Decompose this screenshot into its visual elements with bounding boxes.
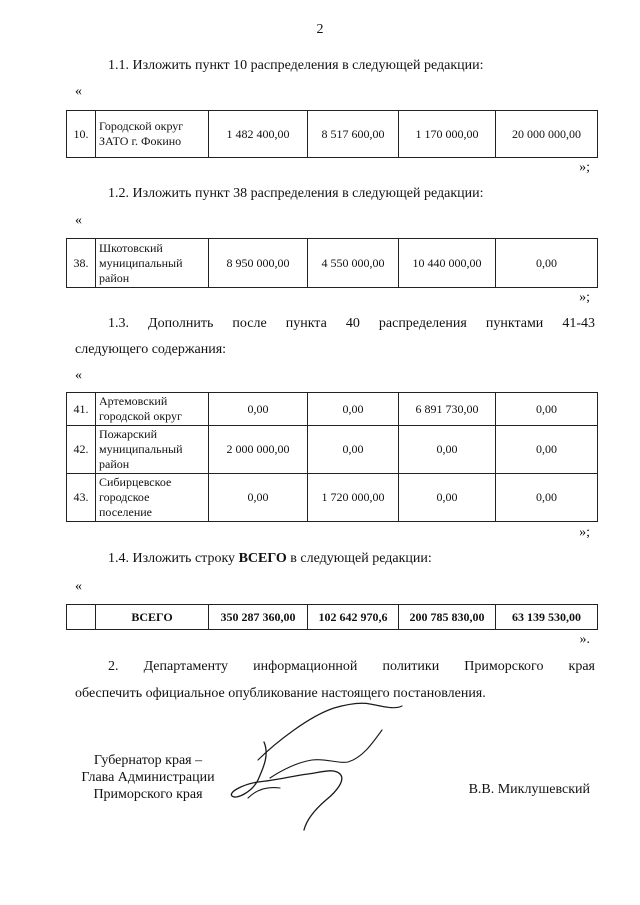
open-quote: « (75, 84, 82, 99)
table-row (67, 474, 598, 522)
row-number: 41. (67, 393, 96, 426)
paragraph-2-line-2: обеспечить официальное опубликование настоящего постановления. (75, 686, 486, 701)
table-row (67, 111, 598, 158)
close-quote: »; (579, 525, 590, 540)
handwritten-signature (222, 700, 422, 840)
open-quote: « (75, 368, 82, 383)
section-1-3-heading: 1.3. Дополнить после пункта 40 распределения пунктами 41-43 (108, 316, 595, 331)
row-value-3: 0,00 (399, 426, 496, 474)
table-total (66, 604, 598, 630)
row-number: 43. (67, 474, 96, 522)
heading-prefix: 1.4. Изложить строку (108, 551, 239, 566)
signatory-title-line-1: Губернатор края – (93, 753, 203, 768)
row-value-2: 0,00 (308, 393, 399, 426)
open-quote: « (75, 213, 82, 228)
row-value-4: 0,00 (496, 239, 598, 288)
row-value-4: 63 139 530,00 (496, 605, 598, 630)
row-value-2: 4 550 000,00 (308, 239, 399, 288)
table-row (67, 393, 598, 426)
table-row (67, 426, 598, 474)
row-value-3: 6 891 730,00 (399, 393, 496, 426)
table-item-38 (66, 238, 598, 288)
close-quote: ». (579, 632, 590, 647)
row-name: Артемовский городской округ (96, 393, 209, 426)
signatory-title-line-2: Глава Администрации (81, 770, 215, 785)
row-value-3: 200 785 830,00 (399, 605, 496, 630)
section-1-3-heading-cont: следующего содержания: (75, 342, 227, 357)
table-row (67, 605, 598, 630)
row-number (67, 605, 96, 630)
row-value-1: 8 950 000,00 (209, 239, 308, 288)
row-value-4: 0,00 (496, 426, 598, 474)
row-value-2: 0,00 (308, 426, 399, 474)
signatory-name: В.В. Миклушевский (468, 782, 590, 797)
row-value-1: 2 000 000,00 (209, 426, 308, 474)
row-name: Сибирцевское городское поселение (96, 474, 209, 522)
row-value-2: 8 517 600,00 (308, 111, 399, 158)
row-number: 42. (67, 426, 96, 474)
section-1-1-heading: 1.1. Изложить пункт 10 распределения в следующей редакции: (108, 58, 484, 73)
row-value-1: 0,00 (209, 474, 308, 522)
row-value-3: 0,00 (399, 474, 496, 522)
heading-bold-word: ВСЕГО (238, 551, 287, 566)
row-value-4: 0,00 (496, 393, 598, 426)
open-quote: « (75, 579, 82, 594)
row-name: Городской округ ЗАТО г. Фокино (96, 111, 209, 158)
signatory-title (68, 752, 228, 803)
row-value-3: 10 440 000,00 (399, 239, 496, 288)
row-value-2: 1 720 000,00 (308, 474, 399, 522)
close-quote: »; (579, 160, 590, 175)
row-value-1: 0,00 (209, 393, 308, 426)
paragraph-2-line-1: 2. Департаменту информационной политики Приморского края (108, 659, 595, 674)
row-value-4: 0,00 (496, 474, 598, 522)
page-number: 2 (316, 22, 324, 37)
row-value-1: 350 287 360,00 (209, 605, 308, 630)
signatory-title-line-3: Приморского края (93, 787, 203, 802)
row-value-3: 1 170 000,00 (399, 111, 496, 158)
row-value-2: 102 642 970,6 (308, 605, 399, 630)
row-value-4: 20 000 000,00 (496, 111, 598, 158)
close-quote: »; (579, 290, 590, 305)
table-row (67, 239, 598, 288)
row-name: Пожарский муниципальный район (96, 426, 209, 474)
row-name: Шкотовский муниципальный район (96, 239, 209, 288)
row-value-1: 1 482 400,00 (209, 111, 308, 158)
section-1-2-heading: 1.2. Изложить пункт 38 распределения в следующей редакции: (108, 186, 484, 201)
section-1-4-heading (75, 551, 595, 567)
heading-suffix: в следующей редакции: (286, 551, 432, 566)
table-item-10 (66, 110, 598, 158)
row-number: 38. (67, 239, 96, 288)
row-name: ВСЕГО (96, 605, 209, 630)
table-items-41-43 (66, 392, 598, 522)
row-number: 10. (67, 111, 96, 158)
